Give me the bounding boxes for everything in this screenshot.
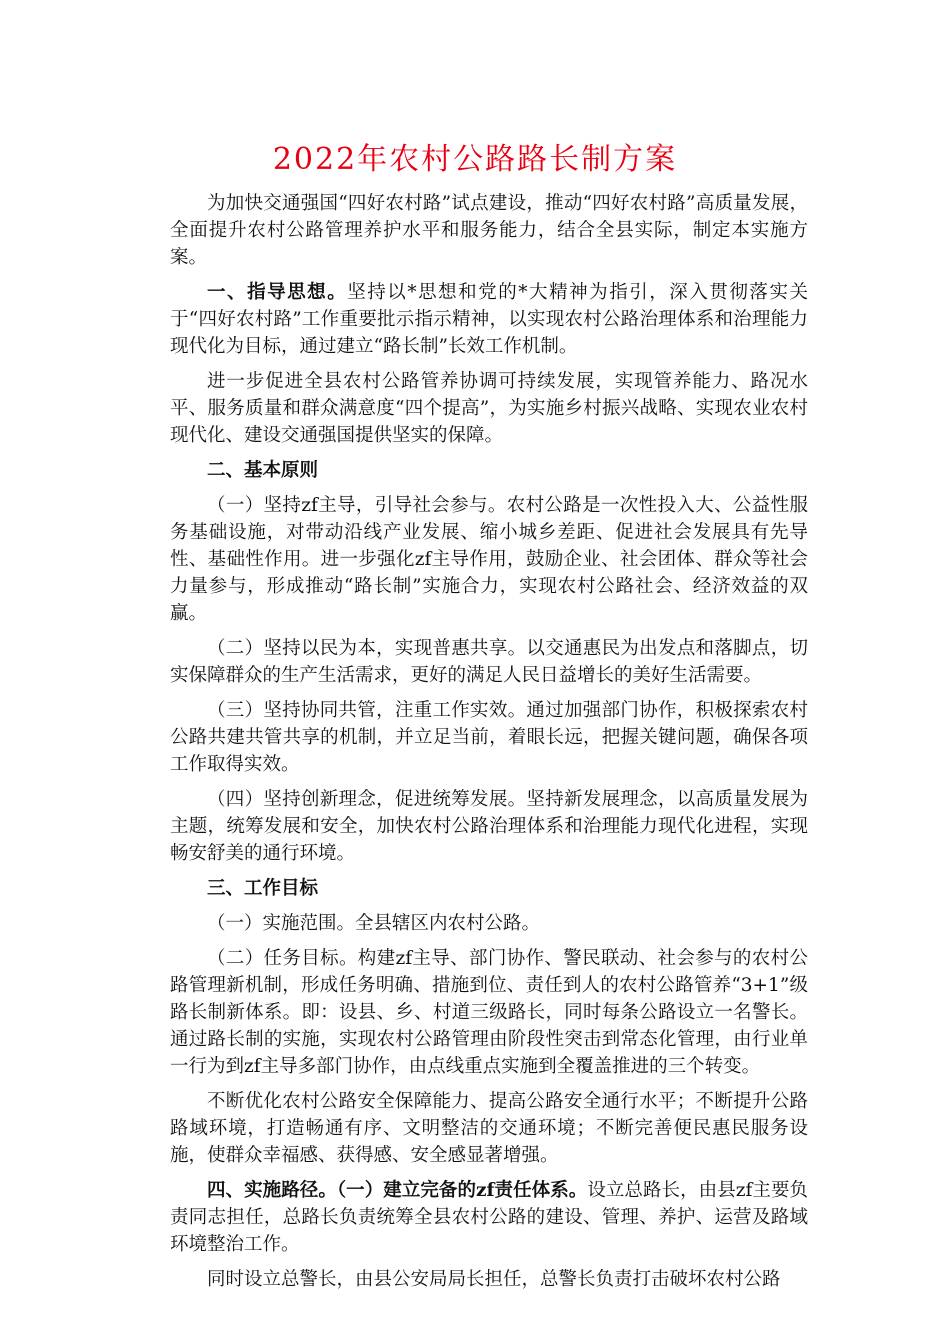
section1-paragraph [170, 279, 808, 360]
goal-2: （二）任务目标。构建zf主导、部门协作、警民联动、社会参与的农村公路管理新机制，形成任务明确、措施到位、责任到人的农村公路管养“3+1”级路长制新体系。即：设县、乡、村道三级路长，同时每条公路设立一名警长。通过路长制的实施，实现农村公路管理由阶段性突击到常态化管理，由行业单一行为到zf主导多部门协作，由点线重点实施到全覆盖推进的三个转变。 [170, 948, 808, 1077]
principle-3: （三）坚持协同共管，注重工作实效。通过加强部门协作，积极探索农村公路共建共管共享的机制，并立足当前，着眼长远，把握关键问题，确保各项工作取得实效。 [170, 700, 808, 775]
section4-paragraph-2: 同时设立总警长，由县公安局局长担任，总警长负责打击破坏农村公路 [207, 1269, 781, 1290]
principle-1: （一）坚持zf主导，引导社会参与。农村公路是一次性投入大、公益性服务基础设施，对带动沿线产业发展、缩小城乡差距、促进社会发展具有先导性、基础性作用。进一步强化zf主导作用，鼓励企业、社会团体、群众等社会力量参与，形成推动“路长制”实施合力，实现农村公路社会、经济效益的双赢。 [170, 495, 808, 624]
section2-heading: 二、基本原则 [207, 460, 319, 481]
document-title: 2022年农村公路路长制方案 [272, 142, 678, 177]
section4-paragraph [170, 1177, 808, 1258]
section4-text: 设立总路长，由县zf主要负责同志担任，总路长负责统筹全县农村公路的建设、管理、养护、运营及路域环境整治工作。 [170, 1180, 808, 1255]
section1-heading: 一、指导思想。 [207, 282, 348, 303]
section1-text: 坚持以*思想和党的*大精神为指引，深入贯彻落实关于“四好农村路”工作重要批示指示精神，以实现农村公路治理体系和治理能力现代化为目标，通过建立“路长制”长效工作机制。 [170, 282, 808, 357]
principle-4: （四）坚持创新理念，促进统筹发展。坚持新发展理念，以高质量发展为主题，统筹发展和安全，加快农村公路治理体系和治理能力现代化进程，实现畅安舒美的通行环境。 [170, 789, 808, 864]
goal-1: （一）实施范围。全县辖区内农村公路。 [207, 913, 541, 934]
document-body [170, 190, 808, 1301]
intro-paragraph: 为加快交通强国“四好农村路”试点建设，推动“四好农村路”高质量发展，全面提升农村公路管理养护水平和服务能力，结合全县实际，制定本实施方案。 [170, 193, 808, 268]
section1-paragraph-2: 进一步促进全县农村公路管养协调可持续发展，实现管养能力、路况水平、服务质量和群众满意度“四个提高”，为实施乡村振兴战略、实现农业农村现代化、建设交通强国提供坚实的保障。 [170, 371, 808, 446]
section4-heading: 四、实施路径。（一）建立完备的zf责任体系。 [207, 1180, 588, 1201]
section3-heading: 三、工作目标 [207, 878, 319, 899]
goal-3: 不断优化农村公路安全保障能力、提高公路安全通行水平；不断提升公路路域环境，打造畅通有序、文明整洁的交通环境；不断完善便民惠民服务设施，使群众幸福感、获得感、安全感显著增强。 [170, 1091, 808, 1166]
principle-2: （二）坚持以民为本，实现普惠共享。以交通惠民为出发点和落脚点，切实保障群众的生产生活需求，更好的满足人民日益增长的美好生活需要。 [170, 638, 808, 686]
